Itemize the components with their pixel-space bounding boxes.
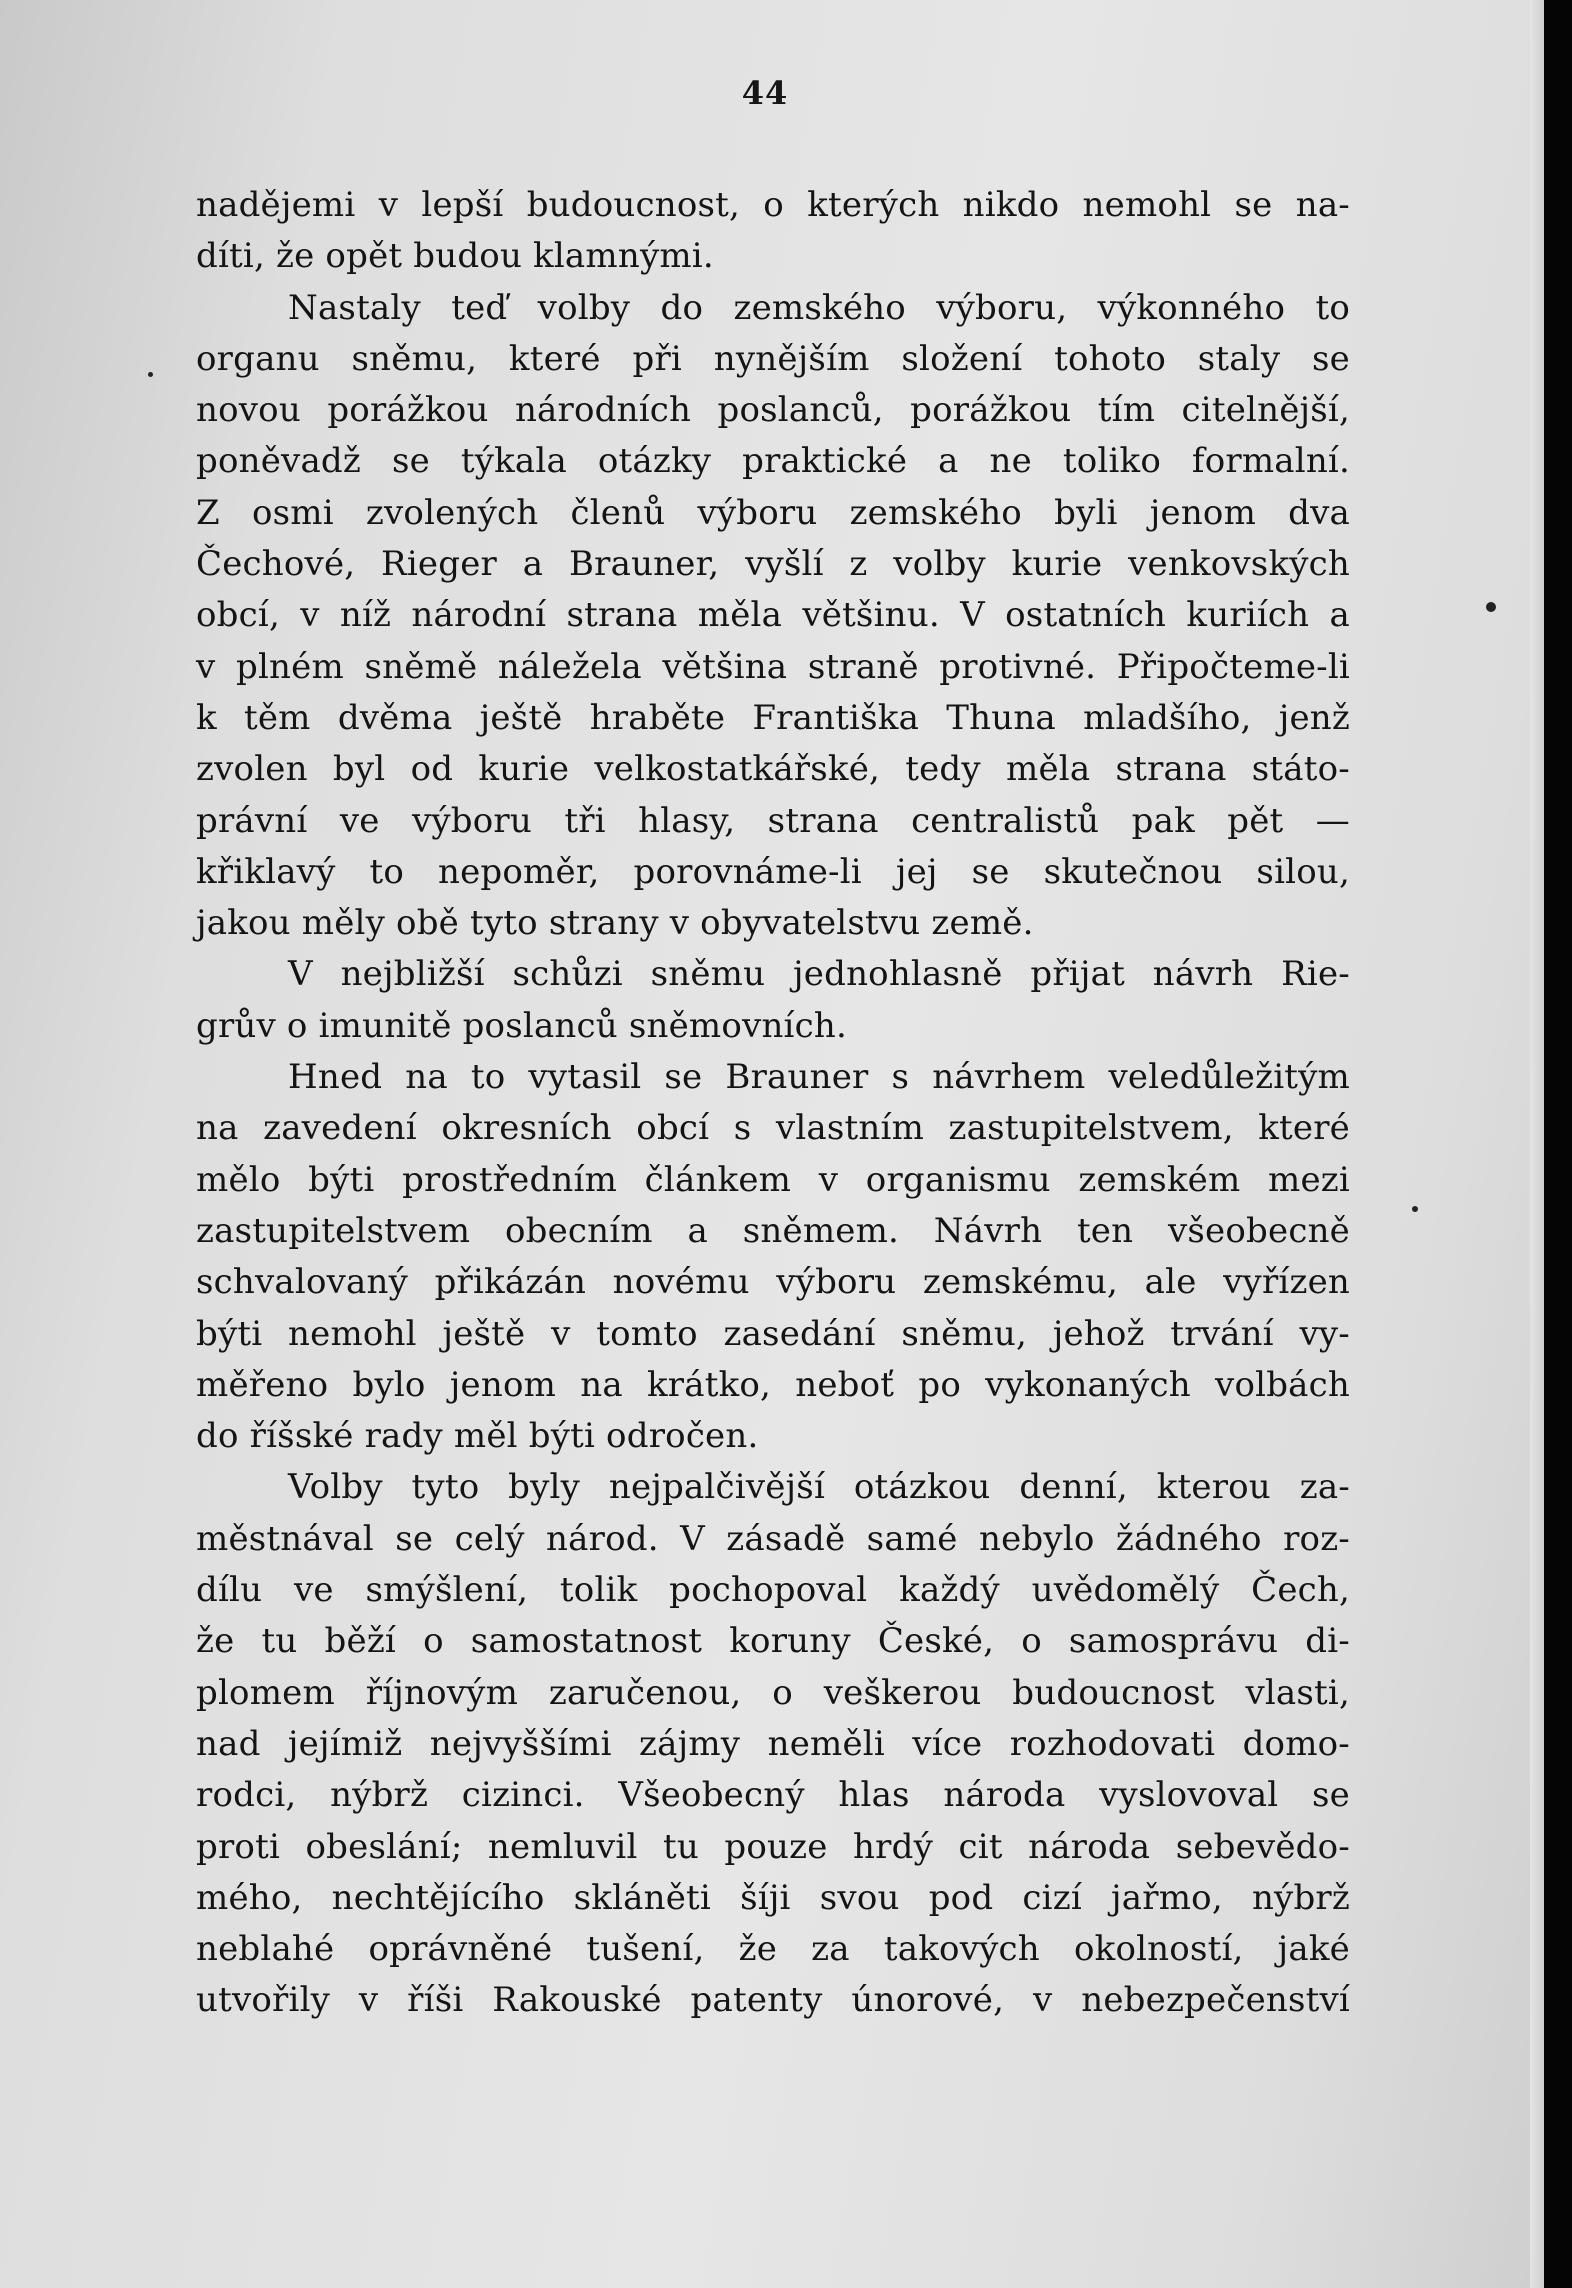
text-line: plomem říjnovým zaručenou, o veškerou budoucnost vlasti, <box>196 1672 1350 1713</box>
text-line: dílu ve smýšlení, tolik pochopoval každý uvědomělý Čech, <box>196 1570 1350 1611</box>
text-line: nad jejímiž nejvyššími zájmy neměli více rozhodovati domo- <box>196 1723 1350 1764</box>
text-line: městnával se celý národ. V zásadě samé nebylo žádného roz- <box>196 1518 1350 1559</box>
text-line: býti nemohl ještě v tomto zasedání sněmu, jehož trvání vy- <box>196 1313 1350 1354</box>
text-line: Nastaly teď volby do zemského výboru, výkonného to <box>288 287 1350 328</box>
text-line: právní ve výboru tři hlasy, strana centralistů pak pět — <box>196 800 1350 841</box>
text-line: Hned na to vytasil se Brauner s návrhem veledůležitým <box>288 1057 1350 1098</box>
text-line: že tu běží o samostatnost koruny České, o samosprávu di- <box>196 1621 1350 1662</box>
text-line: organu sněmu, které při nynějším složení tohoto staly se <box>196 338 1350 379</box>
text-line: proti obeslání; nemluvil tu pouze hrdý cit národa sebevědo- <box>196 1826 1350 1867</box>
ink-speck <box>1486 602 1496 612</box>
text-line: k těm dvěma ještě hraběte Františka Thuna mladšího, jenž <box>196 697 1350 738</box>
text-line: mého, nechtějícího skláněti šíji svou pod cizí jařmo, nýbrž <box>196 1877 1350 1918</box>
text-line: zvolen byl od kurie velkostatkářské, tedy měla strana státo- <box>196 749 1350 790</box>
ink-speck <box>1412 1206 1418 1212</box>
text-line: křiklavý to nepoměr, porovnáme-li jej se skutečnou silou, <box>196 851 1350 892</box>
text-line: rodci, nýbrž cizinci. Všeobecný hlas národa vyslovoval se <box>196 1775 1350 1816</box>
text-line: mělo býti prostředním článkem v organismu zemském mezi <box>196 1159 1350 1200</box>
text-line: do říšské rady měl býti odročen. <box>196 1416 759 1457</box>
text-line: grův o imunitě poslanců sněmovních. <box>196 1005 847 1046</box>
text-line: novou porážkou národních poslanců, porážkou tím citelnější, <box>196 390 1350 431</box>
ink-speck <box>148 372 153 377</box>
text-line: neblahé oprávněné tušení, že za takových okolností, jaké <box>196 1929 1350 1970</box>
text-line: obcí, v níž národní strana měla většinu. V ostatních kuriích a <box>196 595 1350 636</box>
text-line: schvalovaný přikázán novému výboru zemskému, ale vyřízen <box>196 1262 1350 1303</box>
text-line: na zavedení okresních obcí s vlastním zastupitelstvem, které <box>196 1108 1350 1149</box>
text-line: díti, že opět budou klamnými. <box>196 236 714 277</box>
text-line: v plném sněmě náležela většina straně protivné. Připočteme-li <box>196 646 1350 687</box>
text-line: měřeno bylo jenom na krátko, neboť po vykonaných volbách <box>196 1364 1350 1405</box>
text-line: nadějemi v lepší budoucnost, o kterých nikdo nemohl se na- <box>196 185 1350 225</box>
text-line: poněvadž se týkala otázky praktické a ne toliko formalní. <box>196 441 1350 482</box>
text-line: utvořily v říši Rakouské patenty únorové, v nebezpečenství <box>196 1980 1350 2021</box>
text-line: jakou měly obě tyto strany v obyvatelstvu země. <box>196 903 1034 944</box>
scan-border <box>1544 0 1572 2288</box>
text-line: V nejbližší schůzi sněmu jednohlasně přijat návrh Rie- <box>288 954 1350 995</box>
text-line: Volby tyto byly nejpalčivější otázkou denní, kterou za- <box>288 1467 1350 1508</box>
text-line: Čechové, Rieger a Brauner, vyšlí z volby kurie venkovských <box>196 544 1350 585</box>
text-line: zastupitelstvem obecním a sněmem. Návrh ten všeobecně <box>196 1210 1350 1251</box>
text-line: Z osmi zvolených členů výboru zemského byli jenom dva <box>196 492 1350 533</box>
body-text <box>196 180 1350 2027</box>
page-edge <box>1530 0 1544 2288</box>
page-number: 44 <box>741 74 789 112</box>
